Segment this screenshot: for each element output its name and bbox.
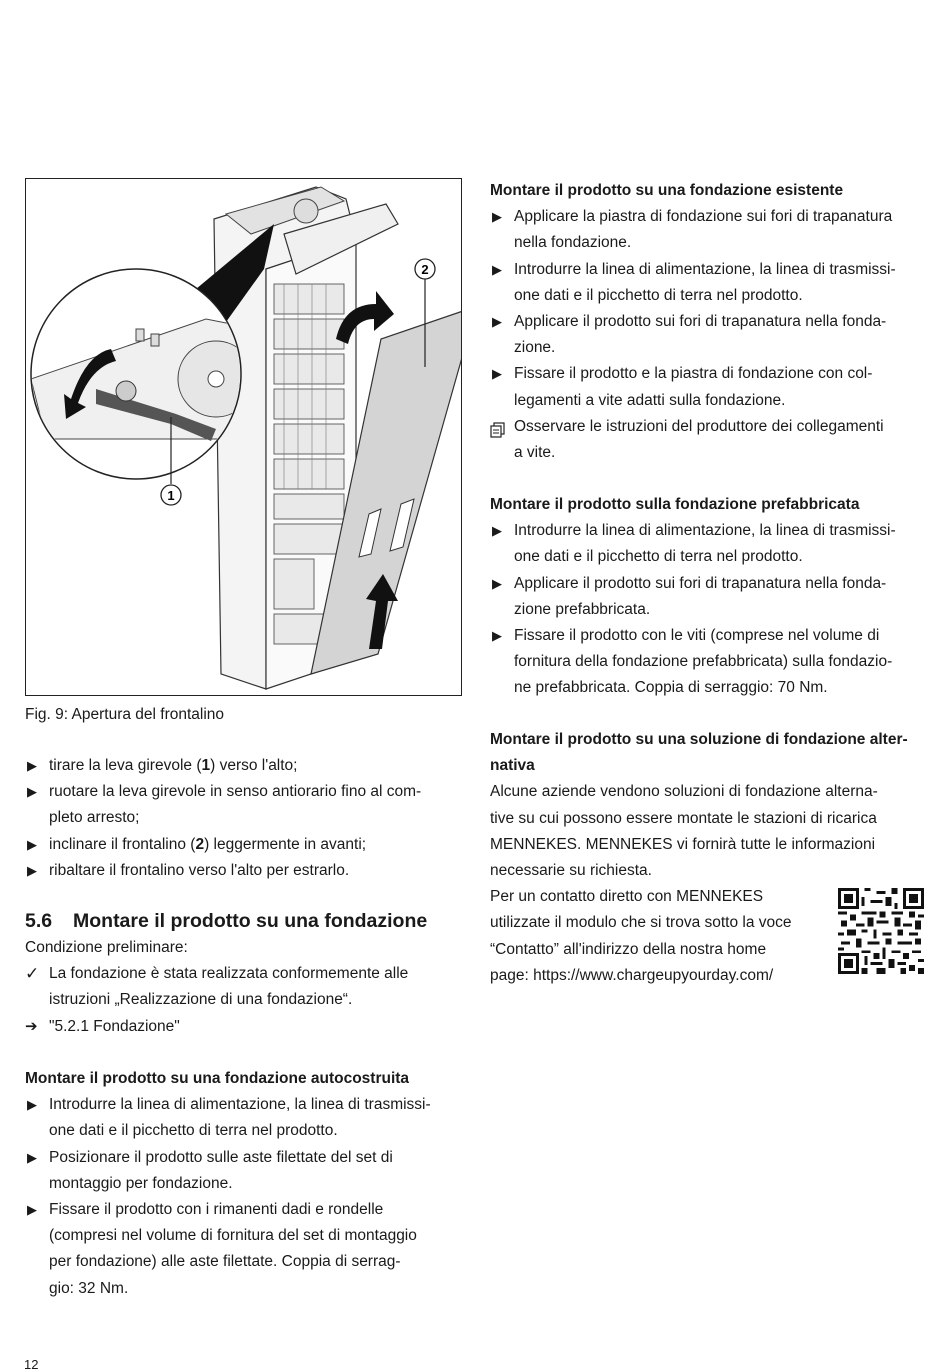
triangle-right-icon: ▶ [27, 784, 37, 800]
list-item: ▶ Fissare il prodotto e la piastra di fondazione con col- legamenti a vite adatti sulla fondazione. [490, 361, 930, 413]
triangle-right-icon: ▶ [492, 523, 502, 539]
section-title: 5.6 Montare il prodotto su una fondazione [25, 910, 428, 932]
list-item: ▶ Introdurre la linea di alimentazione, la linea di trasmissi- one dati e il picchetto di terra nel prodotto. [490, 257, 930, 309]
subheading: Montare il prodotto su una fondazione esistente [490, 182, 844, 199]
self-built-foundation [25, 1066, 465, 1302]
prefab-foundation [490, 492, 930, 702]
triangle-right-icon: ▶ [27, 862, 37, 878]
triangle-right-icon: ▶ [492, 261, 502, 277]
callout-2: 2 [421, 262, 429, 277]
page-number: 12 [24, 1357, 39, 1372]
note-item: Osservare le istruzioni del produttore dei collegamenti a vite. [490, 414, 930, 466]
qr-code[interactable] [838, 888, 924, 974]
triangle-right-icon: ▶ [27, 836, 37, 852]
contact-paragraph: Per un contatto diretto con MENNEKES utilizzate il modulo che si trova sotto la voce “Contatto” all'indirizzo della nostra home page: https://www.chargeupyourday.com/ [490, 888, 792, 984]
list-item: ▶ Applicare la piastra di fondazione sui fori di trapanatura nella fondazione. [490, 204, 930, 256]
callout-1: 1 [167, 488, 175, 503]
triangle-right-icon: ▶ [27, 1202, 37, 1218]
charging-station-illustration [26, 179, 462, 696]
precondition-label: Condizione preliminare: [25, 939, 188, 956]
list-item: ▶ inclinare il frontalino (2) leggermente in avanti; [25, 832, 465, 858]
triangle-right-icon: ▶ [492, 314, 502, 330]
triangle-right-icon: ▶ [492, 209, 502, 225]
list-item: ▶ Introdurre la linea di alimentazione, la linea di trasmissi- one dati e il picchetto di terra nel prodotto. [490, 518, 930, 570]
alternative-paragraph: Alcune aziende vendono soluzioni di fondazione alterna- tive su cui possono essere montate le stazioni di ricarica MENNEKES. MENNEKES vi fornirà tutte le informazioni necessarie su richiesta. [490, 783, 878, 880]
checkmark-icon: ✓ [25, 964, 40, 984]
list-item: ▶ Fissare il prodotto con le viti (comprese nel volume di fornitura della fondazione prefabbricata) sulla fondazio- ne prefabbricata. Coppia di serraggio: 70 Nm. [490, 623, 930, 702]
list-item: ▶ ruotare la leva girevole in senso antiorario fino al com- pleto arresto; [25, 779, 465, 831]
figure-front-panel-opening [25, 178, 462, 696]
subheading: Montare il prodotto su una fondazione autocostruita [25, 1070, 410, 1087]
triangle-right-icon: ▶ [492, 628, 502, 644]
arrow-right-icon: ➔ [25, 1017, 38, 1035]
triangle-right-icon: ▶ [492, 366, 502, 382]
section-5-6 [25, 907, 465, 1040]
list-item: ▶ Applicare il prodotto sui fori di trapanatura nella fonda- zione prefabbricata. [490, 571, 930, 623]
subheading: Montare il prodotto su una soluzione di fondazione alter- nativa [490, 731, 908, 775]
list-item: ▶ tirare la leva girevole (1) verso l'alto; [25, 753, 465, 779]
triangle-right-icon: ▶ [27, 758, 37, 773]
list-item: ▶ ribaltare il frontalino verso l'alto per estrarlo. [25, 858, 465, 884]
existing-foundation [490, 178, 930, 466]
list-item: ▶ Applicare il prodotto sui fori di trapanatura nella fonda- zione. [490, 309, 930, 361]
triangle-right-icon: ▶ [27, 1097, 37, 1113]
left-steps [25, 753, 465, 884]
precondition-item: ✓ La fondazione è stata realizzata conformemente alle istruzioni „Realizzazione di una fondazione“. [25, 961, 465, 1013]
list-item: ▶ Introdurre la linea di alimentazione, la linea di trasmissi- one dati e il picchetto di terra nel prodotto. [25, 1092, 465, 1144]
list-item: ▶ Fissare il prodotto con i rimanenti dadi e rondelle (compresi nel volume di fornitura del set di montaggio per fondazione) alle aste filettate. Coppia di serrag- gio: 32 Nm. [25, 1197, 465, 1302]
subheading: Montare il prodotto sulla fondazione prefabbricata [490, 496, 860, 513]
figure-caption: Fig. 9: Apertura del frontalino [25, 706, 225, 723]
list-item: ▶ Posizionare il prodotto sulle aste filettate del set di montaggio per fondazione. [25, 1145, 465, 1197]
cross-reference: ➔ "5.2.1 Fondazione" [25, 1014, 465, 1040]
document-stack-icon [490, 419, 506, 445]
triangle-right-icon: ▶ [27, 1149, 37, 1165]
triangle-right-icon: ▶ [492, 575, 502, 591]
